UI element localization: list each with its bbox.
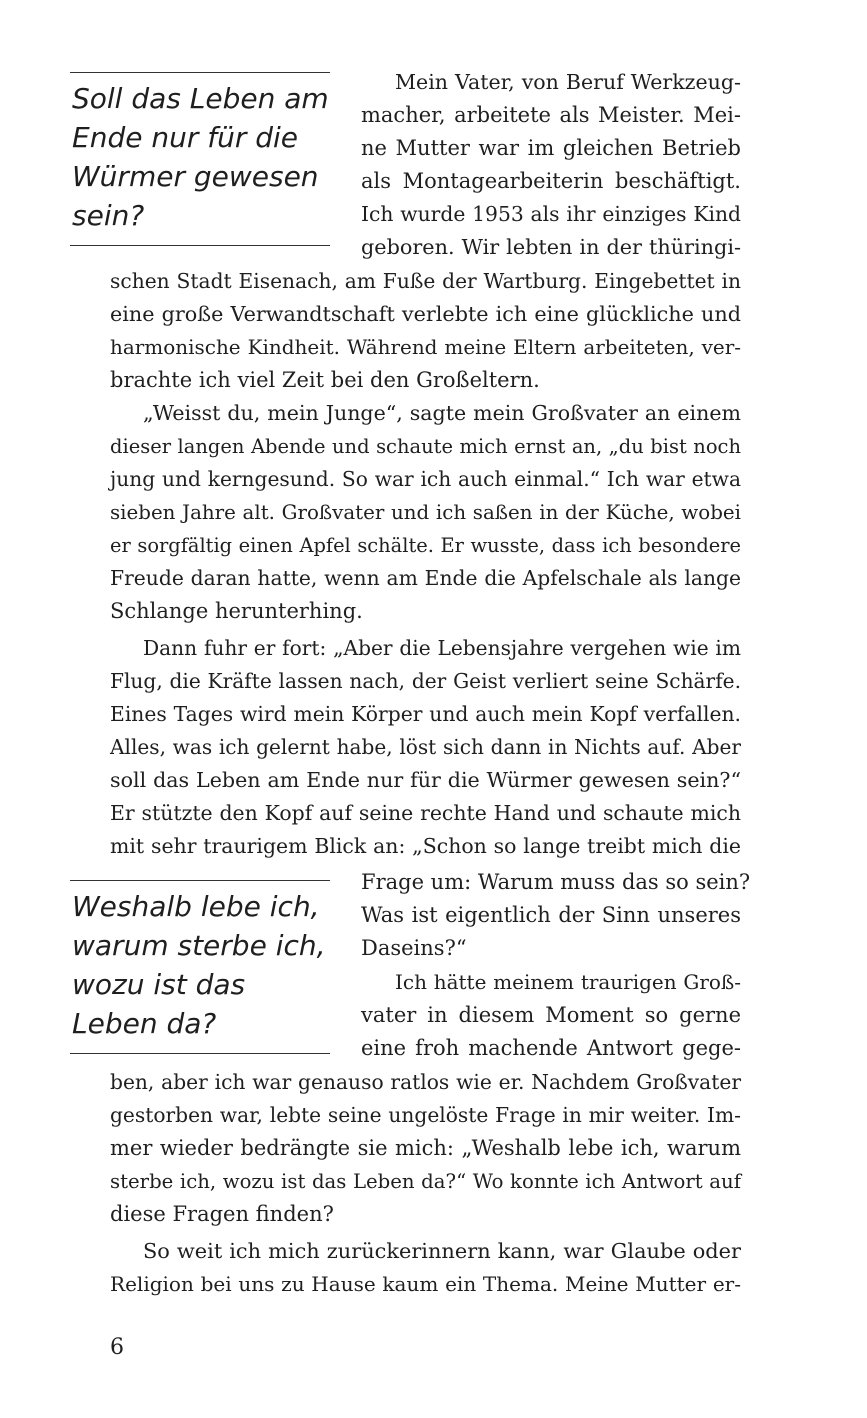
text-line: geboren. Wir lebten in der thüringi- xyxy=(361,235,741,259)
text-line: als Montagearbeiterin beschäftigt. xyxy=(361,169,741,193)
text-line: Dann fuhr er fort: „Aber die Lebensjahre vergehen wie im xyxy=(143,636,741,660)
text-line: harmonische Kindheit. Während meine Eltern arbeiteten, ver- xyxy=(110,335,741,359)
text-line: diese Fragen finden? xyxy=(110,1202,334,1226)
text-line: „Weisst du, mein Junge“, sagte mein Großvater an einem xyxy=(143,401,741,425)
text-line: Freude daran hatte, wenn am Ende die Apfelschale als lange xyxy=(110,566,741,590)
text-line: Ich wurde 1953 als ihr einziges Kind xyxy=(361,202,741,226)
text-line: schen Stadt Eisenach, am Fuße der Wartburg. Eingebettet in xyxy=(110,269,741,293)
text-line: macher, arbeitete als Meister. Mei- xyxy=(361,103,741,127)
text-line: jung und kerngesund. So war ich auch einmal.“ Ich war etwa xyxy=(110,467,741,491)
text-line: Religion bei uns zu Hause kaum ein Thema. Meine Mutter er- xyxy=(110,1272,741,1296)
text-line: vater in diesem Moment so gerne xyxy=(361,1003,741,1027)
text-line: sieben Jahre alt. Großvater und ich saßen in der Küche, wobei xyxy=(110,501,741,524)
text-line: brachte ich viel Zeit bei den Großeltern. xyxy=(110,368,540,392)
text-line: eine große Verwandtschaft verlebte ich eine glückliche und xyxy=(110,302,741,326)
text-line: Frage um: Warum muss das so sein? xyxy=(361,870,751,894)
text-line: Alles, was ich gelernt habe, löst sich dann in Nichts auf. Aber xyxy=(110,735,741,759)
pull-quote-line: Würmer gewesen xyxy=(72,160,319,193)
pull-quote-line: Soll das Leben am xyxy=(72,82,329,115)
text-line: ne Mutter war im gleichen Betrieb xyxy=(361,136,741,160)
text-line: Er stützte den Kopf auf seine rechte Hand und schaute mich xyxy=(110,801,741,825)
text-line: So weit ich mich zurückerinnern kann, war Glaube oder xyxy=(143,1239,741,1263)
text-line: soll das Leben am Ende nur für die Würmer gewesen sein?“ xyxy=(110,768,741,792)
text-line: dieser langen Abende und schaute mich ernst an, „du bist noch xyxy=(110,435,741,458)
pull-quote-line: Leben da? xyxy=(72,1007,217,1040)
text-line: gestorben war, lebte seine ungelöste Frage in mir weiter. Im- xyxy=(110,1103,741,1127)
pull-quote-line: Ende nur für die xyxy=(72,121,299,154)
pull-quote-line: sein? xyxy=(72,199,145,232)
pull-quote-1 xyxy=(70,72,330,246)
text-line: sterbe ich, wozu ist das Leben da?“ Wo konnte ich Antwort auf xyxy=(110,1170,741,1193)
pull-quote-2 xyxy=(70,880,330,1054)
text-line: Ich hätte meinem traurigen Groß- xyxy=(395,970,741,994)
text-line: mer wieder bedrängte sie mich: „Weshalb lebe ich, warum xyxy=(110,1136,741,1160)
pull-quote-line: Weshalb lebe ich, xyxy=(72,890,320,923)
text-line: Flug, die Kräfte lassen nach, der Geist verliert seine Schärfe. xyxy=(110,669,741,693)
text-line: eine froh machende Antwort gege- xyxy=(361,1036,741,1060)
text-line: mit sehr traurigem Blick an: „Schon so lange treibt mich die xyxy=(110,834,741,858)
text-line: er sorgfältig einen Apfel schälte. Er wusste, dass ich besondere xyxy=(110,534,741,557)
text-line: Mein Vater, von Beruf Werkzeug- xyxy=(395,70,741,94)
text-line: ben, aber ich war genauso ratlos wie er. Nachdem Großvater xyxy=(110,1070,741,1094)
text-line: Daseins?“ xyxy=(361,936,467,960)
page-number: 6 xyxy=(110,1335,124,1360)
pull-quote-line: warum sterbe ich, xyxy=(72,929,326,962)
text-line: Eines Tages wird mein Körper und auch mein Kopf verfallen. xyxy=(110,702,741,726)
text-line: Schlange herunterhing. xyxy=(110,599,363,623)
text-line: Was ist eigentlich der Sinn unseres xyxy=(361,903,741,927)
pull-quote-line: wozu ist das xyxy=(72,968,246,1001)
